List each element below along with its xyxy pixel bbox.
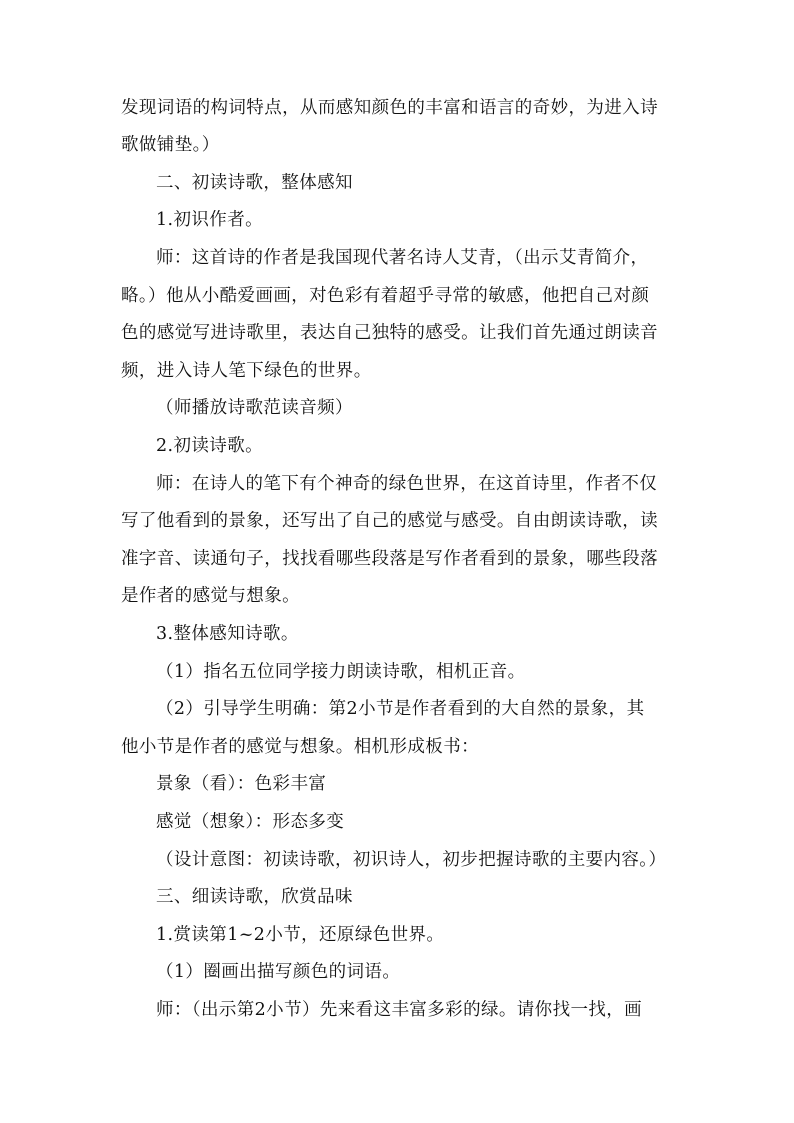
text-line: （1）圈画出描写颜色的词语。 [156,962,401,982]
text-line: 频，进入诗人笔下绿色的世界。 [121,361,372,381]
text-line: 写了他看到的景象，还写出了自己的感觉与感受。自由朗读诗歌，读 [121,511,658,531]
text-line: 略。）他从小酷爱画画，对色彩有着超乎寻常的敏感，他把自己对颜 [121,286,650,306]
text-line: 他小节是作者的感觉与想象。相机形成板书： [121,737,479,757]
design-intent: （设计意图：初读诗歌，初识诗人，初步把握诗歌的主要内容。） [156,850,667,870]
text-line: 是作者的感觉与想象。 [121,586,300,606]
board-note: 感觉（想象）：形态多变 [156,812,345,832]
text-line: 师：这首诗的作者是我国现代著名诗人艾青，（出示艾青简介， [156,248,649,268]
text-line: 色的感觉写进诗歌里，表达自己独特的感受。让我们首先通过朗读音 [121,323,658,343]
text-line: （师播放诗歌范读音频） [156,398,353,418]
subsection-heading: 2.初读诗歌。 [156,436,263,456]
text-line: 发现词语的构词特点，从而感知颜色的丰富和语言的奇妙，为进入诗 [121,98,658,118]
text-line: 师：（出示第2小节）先来看这丰富多彩的绿。请你找一找，画 [156,1000,643,1020]
text-line: （1）指名五位同学接力朗读诗歌，相机正音。 [156,662,526,682]
text-line: 歌做铺垫。） [121,135,220,155]
text-line: 准字音、读通句子，找找看哪些段落是写作者看到的景象，哪些段落 [121,549,658,569]
subsection-heading: 1.赏读第1~2小节，还原绿色世界。 [156,925,445,945]
section-heading: 二、初读诗歌，整体感知 [156,173,353,193]
board-note: 景象（看）：色彩丰富 [156,774,327,794]
section-heading: 三、细读诗歌，欣赏品味 [156,887,353,907]
subsection-heading: 3.整体感知诗歌。 [156,624,299,644]
text-line: 师：在诗人的笔下有个神奇的绿色世界，在这首诗里，作者不仅 [156,474,658,494]
text-line: （2）引导学生明确：第2小节是作者看到的大自然的景象，其 [156,699,645,719]
subsection-heading: 1.初识作者。 [156,210,263,230]
